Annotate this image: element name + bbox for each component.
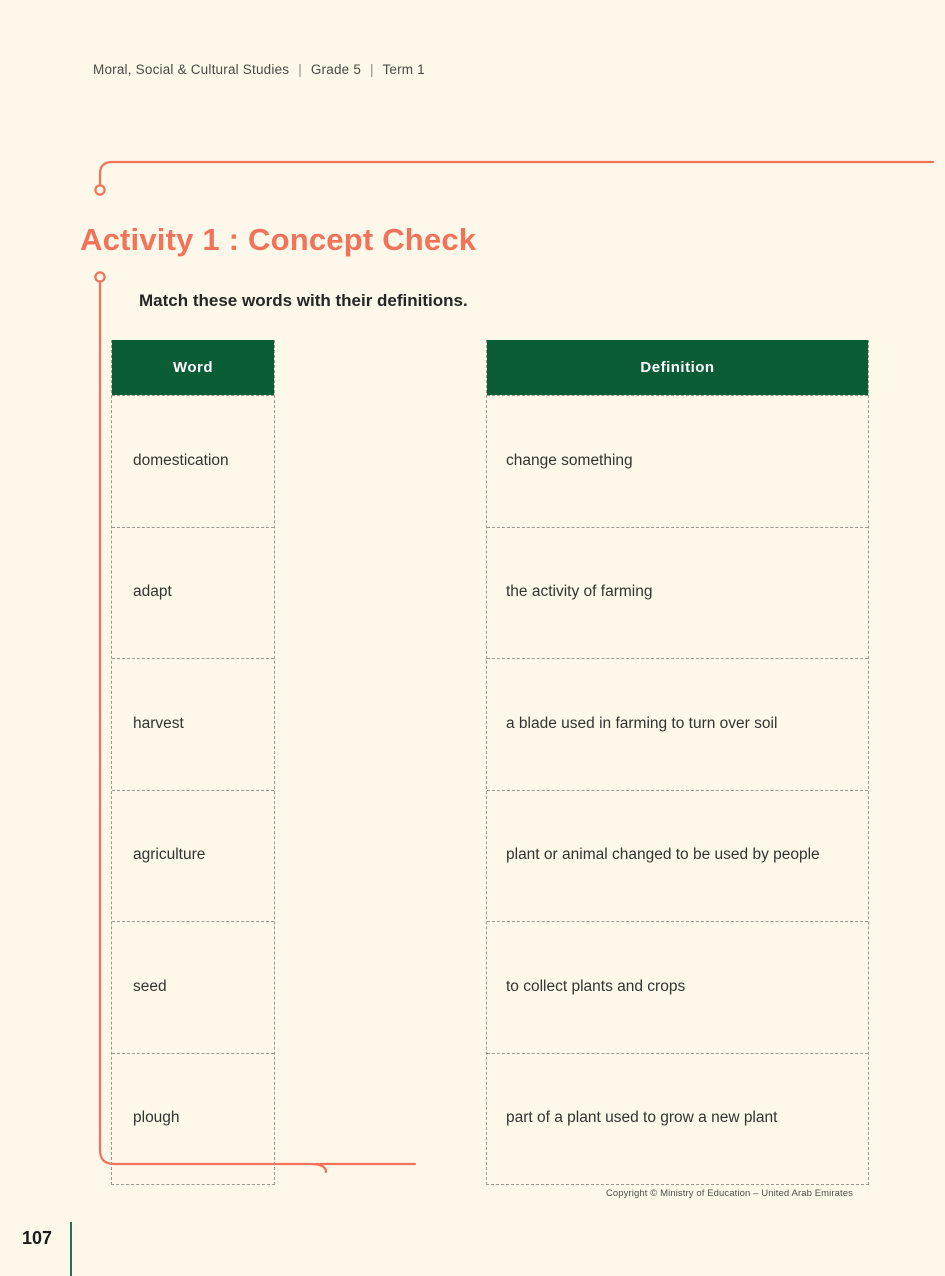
table-row[interactable]: plough bbox=[112, 1053, 274, 1185]
word-column-header: Word bbox=[112, 340, 274, 395]
definition-table bbox=[486, 340, 869, 1185]
table-row[interactable]: the activity of farming bbox=[487, 527, 868, 659]
header-separator-2: | bbox=[370, 62, 374, 77]
header-subject: Moral, Social & Cultural Studies bbox=[93, 62, 290, 77]
instruction-text: Match these words with their definitions. bbox=[139, 291, 468, 310]
table-row[interactable]: plant or animal changed to be used by people bbox=[487, 790, 868, 922]
table-row[interactable]: to collect plants and crops bbox=[487, 921, 868, 1053]
table-row[interactable]: harvest bbox=[112, 658, 274, 790]
header-separator-1: | bbox=[298, 62, 302, 77]
table-row[interactable]: part of a plant used to grow a new plant bbox=[487, 1053, 868, 1185]
page-number: 107 bbox=[22, 1228, 53, 1248]
table-row[interactable]: a blade used in farming to turn over soil bbox=[487, 658, 868, 790]
definition-column-header: Definition bbox=[487, 340, 868, 395]
table-row[interactable]: adapt bbox=[112, 527, 274, 659]
page-header bbox=[93, 62, 425, 77]
table-row[interactable]: seed bbox=[112, 921, 274, 1053]
page-number-rule bbox=[70, 1222, 72, 1276]
header-term: Term 1 bbox=[382, 62, 425, 77]
word-table bbox=[111, 340, 275, 1185]
page-title: Activity 1 : Concept Check bbox=[80, 222, 477, 257]
copyright-notice: Copyright © Ministry of Education – United Arab Emirates bbox=[605, 1188, 853, 1199]
header-grade: Grade 5 bbox=[310, 62, 362, 77]
table-row[interactable]: agriculture bbox=[112, 790, 274, 922]
table-row[interactable]: domestication bbox=[112, 395, 274, 527]
table-row[interactable]: change something bbox=[487, 395, 868, 527]
